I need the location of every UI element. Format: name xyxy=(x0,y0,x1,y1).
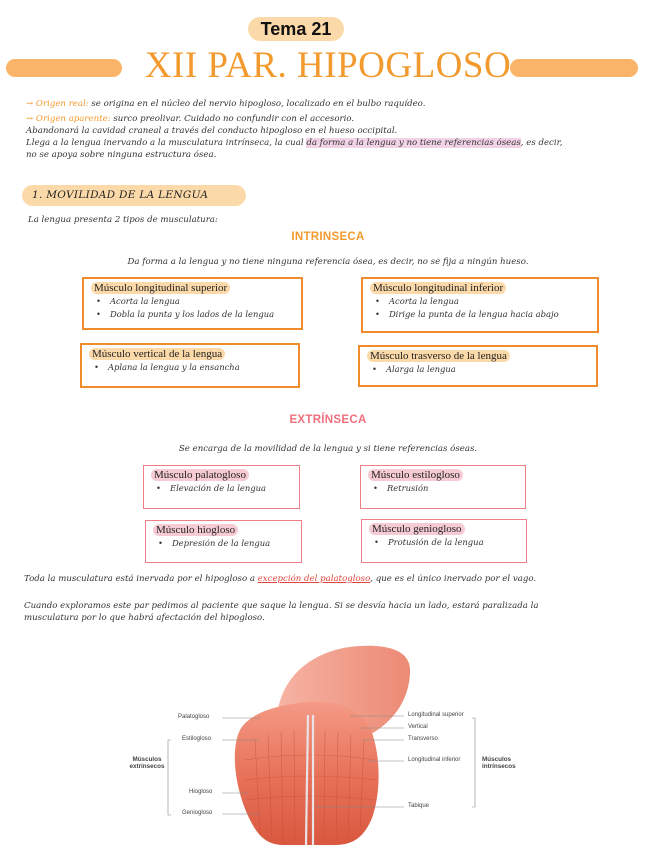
extrinseca-description: Se encarga de la movilidad de la lengua y si tiene referencias óseas. xyxy=(178,444,478,454)
note-exploration xyxy=(24,600,644,624)
label-intrinsic-group: Músculos intrínsecos xyxy=(482,756,516,770)
box-list xyxy=(387,482,428,495)
list-item: • Dirige la punta de la lengua hacia abajo xyxy=(389,308,559,321)
box-list xyxy=(388,536,484,549)
note-innervation-a: Toda la musculatura está inervada por el hipogloso a xyxy=(24,574,258,584)
list-item: • Dobla la punta y los lados de la lengua xyxy=(110,308,274,321)
label-geniogloso: Geniogloso xyxy=(182,810,213,816)
origin-apparent-text: surco preolivar. Cuidado no confundir con el accesorio. xyxy=(110,114,355,124)
box-title: Músculo hiogloso xyxy=(153,524,238,536)
box-title: Músculo estilogloso xyxy=(368,469,463,481)
box-hiogloso xyxy=(145,520,302,563)
topic-badge: Tema 21 xyxy=(248,17,344,41)
intro-highlight: da forma a la lengua y no tiene referencias óseas xyxy=(306,138,521,148)
note-exploration-line-2: musculatura por lo que habrá afectación del hipogloso. xyxy=(24,613,265,623)
list-item: • Alarga la lengua xyxy=(386,363,456,376)
box-vertical xyxy=(80,343,300,388)
box-longitudinal-superior xyxy=(82,277,303,330)
label-estilogloso: Estilogloso xyxy=(182,736,212,742)
note-exploration-line-1: Cuando exploramos este par pedimos al paciente que saque la lengua. Si se desvía hacia un lado, estará paralizada la xyxy=(24,601,539,611)
page-title: XII PAR. HIPOGLOSO xyxy=(144,45,512,86)
label-extrinsic-group: Músculos extrínsecos xyxy=(129,756,165,770)
intro-line-4-b: , es decir, xyxy=(520,138,563,148)
label-tabique: Tabique xyxy=(408,803,430,809)
box-title: Músculo vertical de la lengua xyxy=(89,348,225,360)
intrinseca-description: Da forma a la lengua y no tiene ninguna referencia ósea, es decir, no se fija a ningún hueso. xyxy=(127,257,529,267)
origin-real-line xyxy=(26,98,636,110)
intrinseca-title: INTRINSECA xyxy=(291,231,365,243)
origin-real-label: → Origen real: xyxy=(26,99,89,109)
intro-paragraph xyxy=(26,98,636,161)
box-transverso xyxy=(358,345,598,387)
box-list xyxy=(110,295,274,320)
box-title: Músculo geniogloso xyxy=(369,523,465,535)
list-item: • Acorta la lengua xyxy=(389,295,559,308)
tongue-figure xyxy=(110,640,530,845)
box-list xyxy=(389,295,559,320)
box-list xyxy=(170,482,266,495)
origin-apparent-label: → Origen aparente: xyxy=(26,114,111,124)
list-item: • Acorta la lengua xyxy=(110,295,274,308)
intro-line-3: Abandonará la cavidad craneal a través del conducto hipogloso en el hueso occipital. xyxy=(26,126,398,136)
list-item: • Aplana la lengua y la ensancha xyxy=(108,361,240,374)
box-estilogloso xyxy=(360,465,526,509)
origin-apparent-line xyxy=(26,113,636,125)
box-list xyxy=(108,361,240,374)
label-vertical: Vertical xyxy=(408,724,428,730)
label-transverso: Transverso xyxy=(408,736,438,742)
label-hiogloso: Hiogloso xyxy=(189,789,213,795)
note-innervation xyxy=(24,573,536,585)
intro-line-5: no se apoya sobre ninguna estructura ósea. xyxy=(26,150,217,160)
box-title: Músculo trasverso de la lengua xyxy=(367,350,510,362)
section-lead: La lengua presenta 2 tipos de musculatura: xyxy=(28,215,218,225)
box-list xyxy=(386,363,456,376)
label-longitudinal-superior: Longitudinal superior xyxy=(408,712,464,718)
box-palatogloso xyxy=(143,465,300,509)
note-innervation-b: , que es el único inervado por el vago. xyxy=(370,574,537,584)
label-longitudinal-inferior: Longitudinal inferior xyxy=(408,757,461,763)
label-palatogloso: Palatogloso xyxy=(178,714,210,720)
box-title: Músculo palatogloso xyxy=(151,469,249,481)
box-title: Músculo longitudinal inferior xyxy=(370,282,506,294)
list-item: • Depresión de la lengua xyxy=(172,537,270,550)
intro-line-4 xyxy=(26,137,636,149)
list-item: • Protusión de la lengua xyxy=(388,536,484,549)
note-highlight: excepción del palatogloso xyxy=(257,574,371,584)
list-item: • Elevación de la lengua xyxy=(170,482,266,495)
section-heading: 1. MOVILIDAD DE LA LENGUA xyxy=(22,185,246,206)
intro-line-4-a: Llega a la lengua inervando a la musculatura intrínseca, la cual xyxy=(26,138,307,148)
box-list xyxy=(172,537,270,550)
list-item: • Retrusión xyxy=(387,482,428,495)
extrinseca-title: EXTRÍNSECA xyxy=(289,414,367,426)
box-geniogloso xyxy=(361,519,527,563)
box-title: Músculo longitudinal superior xyxy=(91,282,230,294)
origin-real-text: se origina en el núcleo del nervio hipogloso, localizado en el bulbo raquídeo. xyxy=(88,99,426,109)
box-longitudinal-inferior xyxy=(361,277,599,333)
